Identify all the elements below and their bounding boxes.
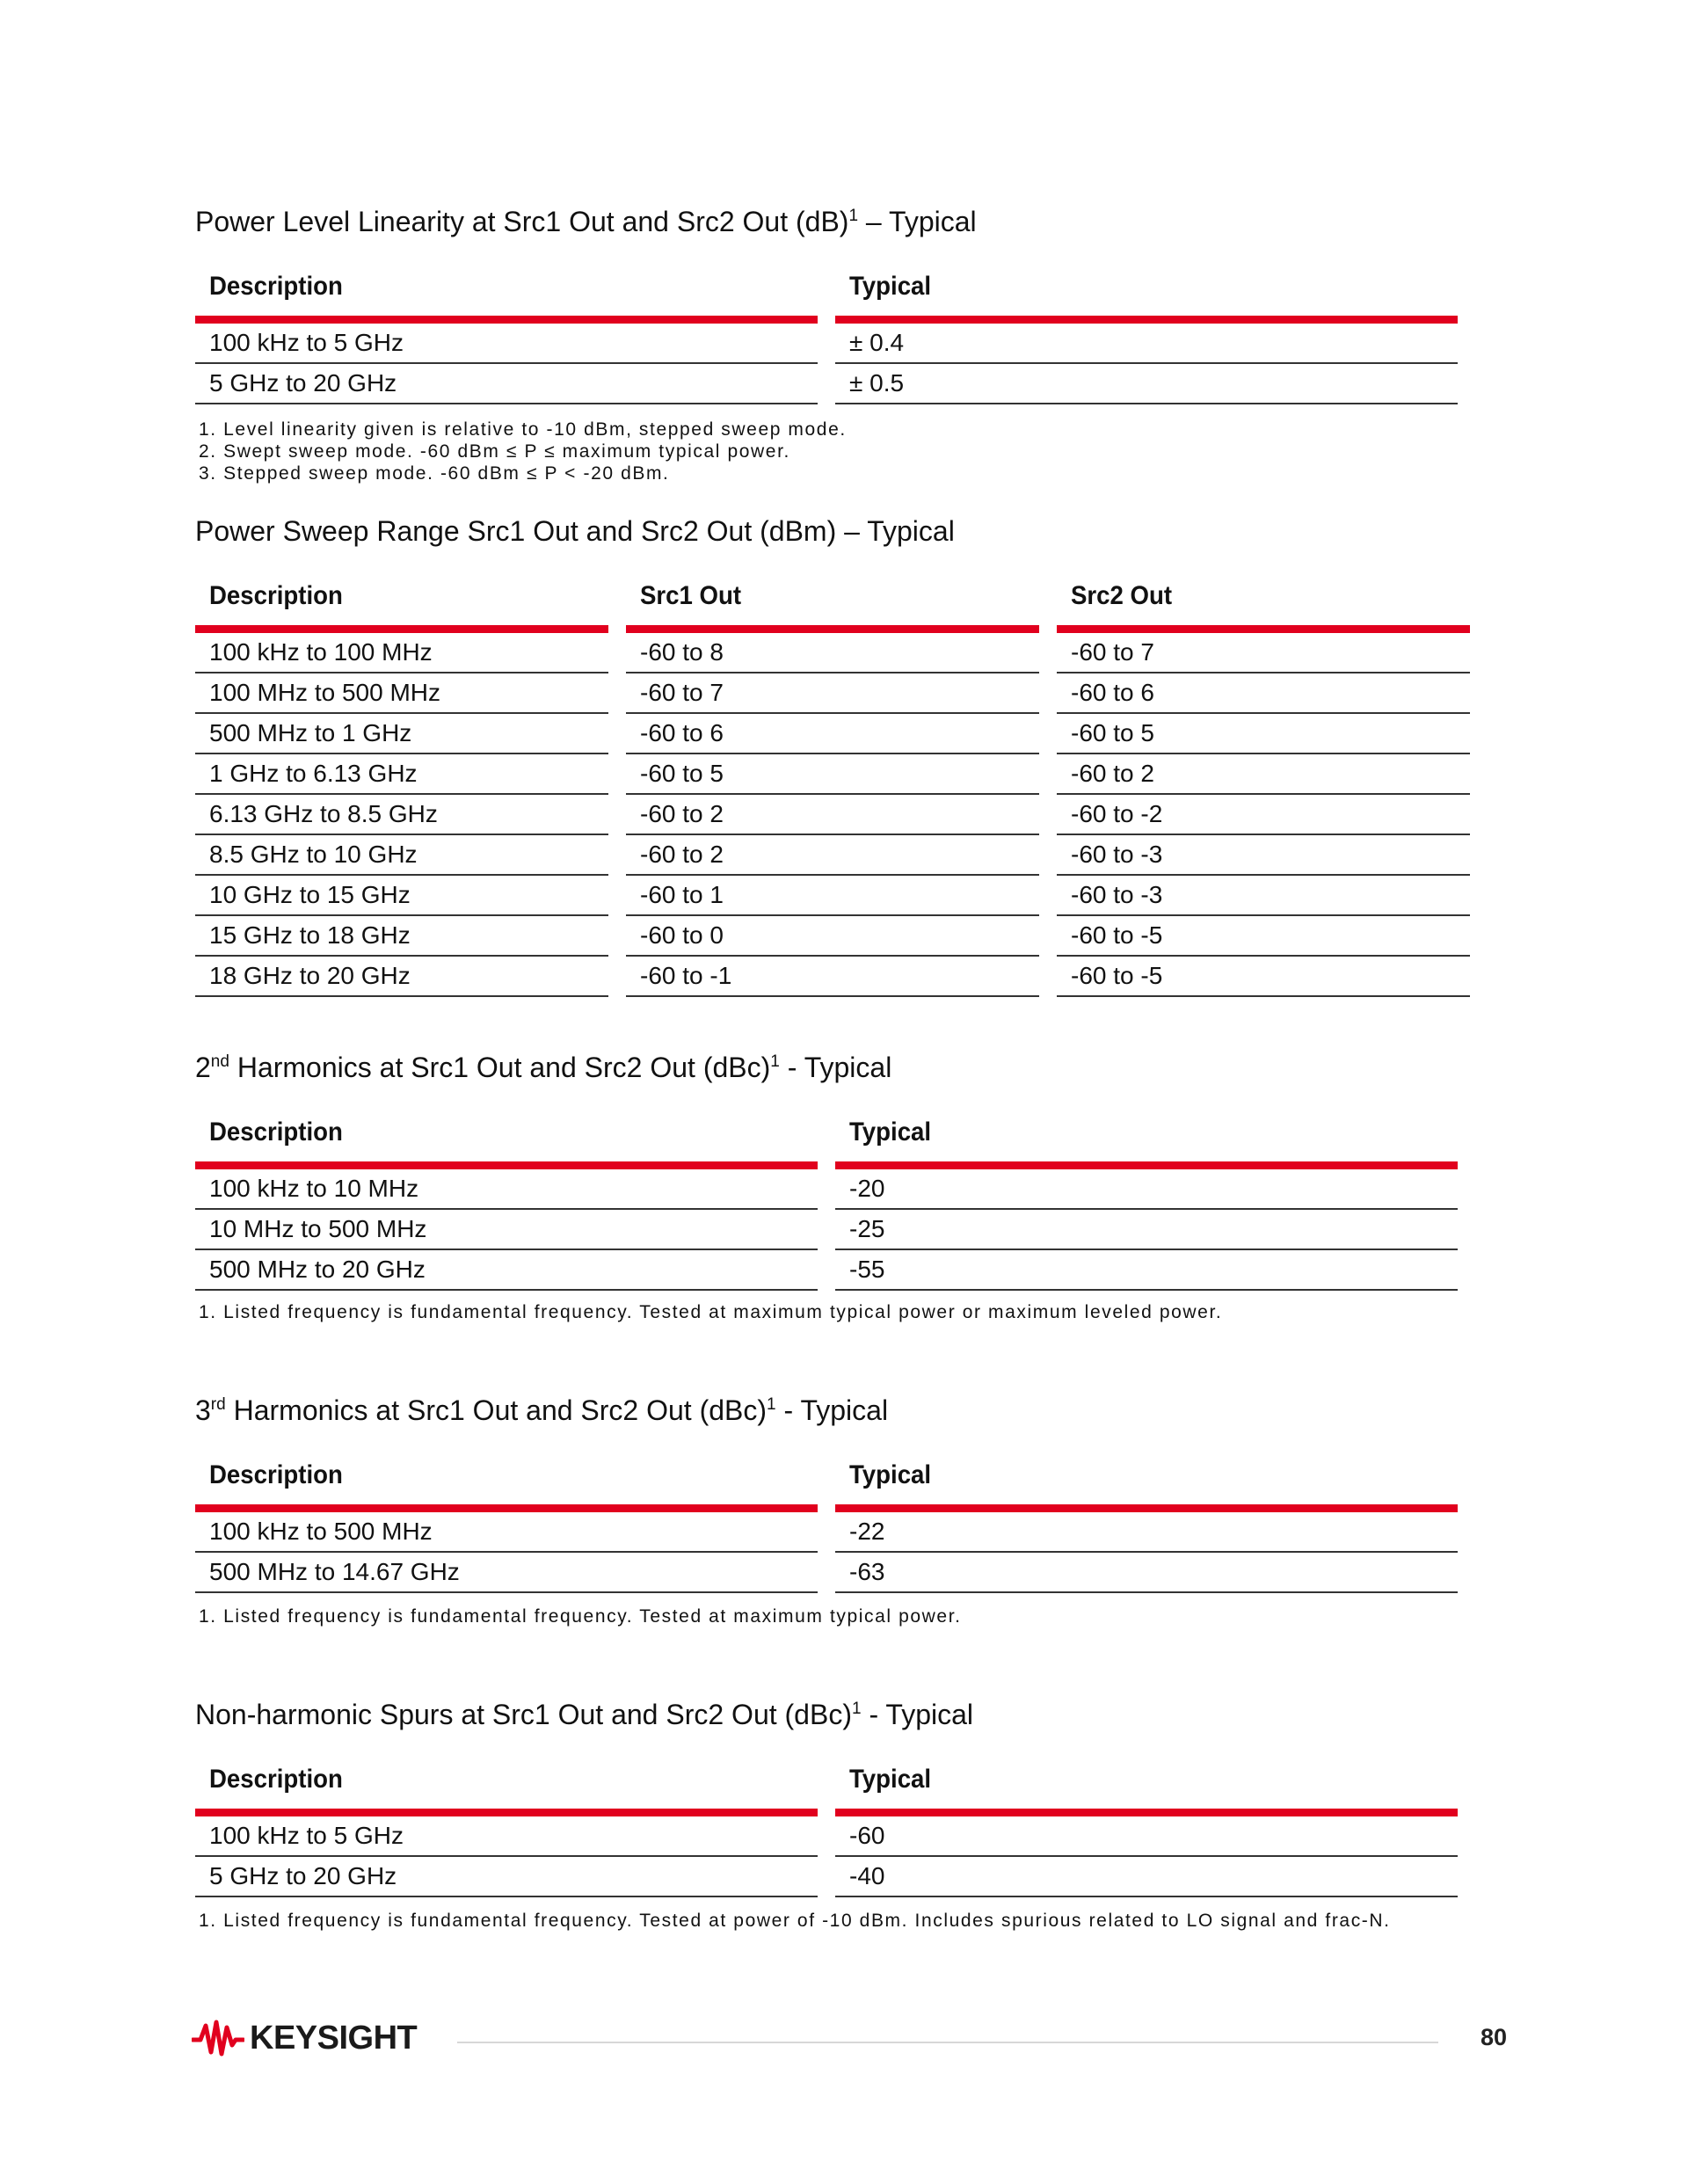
table-cell: -40 xyxy=(835,1857,1458,1897)
table-row xyxy=(195,1169,1458,1210)
column-header: Typical xyxy=(835,1751,1458,1816)
spurs-table xyxy=(178,1751,1475,1897)
section-title: 3rd Harmonics at Src1 Out and Src2 Out (dBc)$^1$ - Typical xyxy=(195,1394,889,1426)
table-row xyxy=(195,1250,1458,1291)
table-cell: -60 to -3 xyxy=(1057,835,1470,876)
table-cell: -60 to -3 xyxy=(1057,876,1470,916)
column-header: Typical xyxy=(835,1447,1458,1512)
column-header: Src1 Out xyxy=(626,568,1039,633)
footnotes xyxy=(199,1301,1222,1323)
table-cell: -60 to 2 xyxy=(626,835,1039,876)
table-cell: -60 to 0 xyxy=(626,916,1039,957)
section-power-level-linearity xyxy=(195,204,1475,404)
second-harmonics-table xyxy=(178,1104,1475,1291)
section-power-sweep-range xyxy=(195,513,1488,997)
column-header: Src2 Out xyxy=(1057,568,1470,633)
table-cell: 100 MHz to 500 MHz xyxy=(195,673,608,714)
section-title: 2nd Harmonics at Src1 Out and Src2 Out (dBc)$^1$ - Typical xyxy=(195,1052,892,1083)
footnote: 1. Listed frequency is fundamental frequency. Tested at maximum typical power or maximum leveled power. xyxy=(199,1302,1223,1322)
keysight-wave-icon xyxy=(192,2019,244,2057)
column-header: Description xyxy=(195,1447,818,1512)
keysight-logo xyxy=(192,2016,417,2060)
table-cell: ± 0.5 xyxy=(835,364,1458,404)
table-cell: -22 xyxy=(835,1512,1458,1553)
table-row xyxy=(195,1816,1458,1857)
table-cell: -60 to 5 xyxy=(1057,714,1470,754)
table-row xyxy=(195,916,1470,957)
table-cell: 6.13 GHz to 8.5 GHz xyxy=(195,795,608,835)
table-row xyxy=(195,1553,1458,1593)
table-row xyxy=(195,714,1470,754)
footer-divider xyxy=(457,2042,1438,2043)
table-row xyxy=(195,1210,1458,1250)
table-cell: -60 to 6 xyxy=(626,714,1039,754)
table-cell: -60 to 5 xyxy=(626,754,1039,795)
table-row xyxy=(195,364,1458,404)
table-cell: -60 to 2 xyxy=(626,795,1039,835)
column-header: Description xyxy=(195,1104,818,1169)
linearity-table xyxy=(178,258,1475,404)
table-row xyxy=(195,633,1470,673)
table-cell: -55 xyxy=(835,1250,1458,1291)
section-2nd-harmonics xyxy=(195,1050,1475,1291)
table-row xyxy=(195,1857,1458,1897)
table-cell: -25 xyxy=(835,1210,1458,1250)
table-cell: 100 kHz to 100 MHz xyxy=(195,633,608,673)
section-title: Power Sweep Range Src1 Out and Src2 Out (dBm) – Typical xyxy=(195,515,955,547)
footnotes xyxy=(199,1910,1391,1932)
section-non-harmonic-spurs xyxy=(195,1697,1475,1897)
table-cell: 5 GHz to 20 GHz xyxy=(195,1857,818,1897)
table-cell: -63 xyxy=(835,1553,1458,1593)
table-row xyxy=(195,754,1470,795)
table-cell: -60 to 2 xyxy=(1057,754,1470,795)
table-cell: 500 MHz to 1 GHz xyxy=(195,714,608,754)
table-cell: 15 GHz to 18 GHz xyxy=(195,916,608,957)
table-cell: 100 kHz to 5 GHz xyxy=(195,1816,818,1857)
table-cell: -20 xyxy=(835,1169,1458,1210)
table-cell: -60 to -5 xyxy=(1057,916,1470,957)
table-cell: -60 to 6 xyxy=(1057,673,1470,714)
table-cell: -60 xyxy=(835,1816,1458,1857)
table-cell: 100 kHz to 5 GHz xyxy=(195,324,818,364)
table-row xyxy=(195,324,1458,364)
table-cell: -60 to 7 xyxy=(626,673,1039,714)
table-cell: 18 GHz to 20 GHz xyxy=(195,957,608,997)
table-cell: -60 to -2 xyxy=(1057,795,1470,835)
table-cell: -60 to -1 xyxy=(626,957,1039,997)
table-cell: 500 MHz to 20 GHz xyxy=(195,1250,818,1291)
table-cell: 10 MHz to 500 MHz xyxy=(195,1210,818,1250)
table-cell: 8.5 GHz to 10 GHz xyxy=(195,835,608,876)
brand-name: KEYSIGHT xyxy=(250,2019,418,2057)
footnote: 3. Stepped sweep mode. -60 dBm ≤ P < -20 dBm. xyxy=(199,463,670,484)
table-row xyxy=(195,795,1470,835)
table-cell: 5 GHz to 20 GHz xyxy=(195,364,818,404)
footnote: 1. Level linearity given is relative to -10 dBm, stepped sweep mode. xyxy=(199,419,847,440)
footnote: 1. Listed frequency is fundamental frequency. Tested at maximum typical power. xyxy=(199,1606,962,1627)
table-row xyxy=(195,673,1470,714)
section-3rd-harmonics xyxy=(195,1393,1475,1593)
footnote: 1. Listed frequency is fundamental frequency. Tested at power of -10 dBm. Includes spurious related to LO signal and frac-N. xyxy=(199,1911,1391,1931)
third-harmonics-table xyxy=(178,1447,1475,1593)
column-header: Description xyxy=(195,258,818,324)
column-header: Typical xyxy=(835,1104,1458,1169)
footnote: 2. Swept sweep mode. -60 dBm ≤ P ≤ maximum typical power. xyxy=(199,441,790,462)
column-header: Description xyxy=(195,1751,818,1816)
table-cell: 100 kHz to 500 MHz xyxy=(195,1512,818,1553)
table-cell: 1 GHz to 6.13 GHz xyxy=(195,754,608,795)
section-title: Non-harmonic Spurs at Src1 Out and Src2 Out (dBc)$^1$ - Typical xyxy=(195,1699,973,1730)
page-number: 80 xyxy=(1481,2024,1508,2050)
sweep-range-table xyxy=(178,568,1488,997)
table-cell: 100 kHz to 10 MHz xyxy=(195,1169,818,1210)
table-cell: -60 to 7 xyxy=(1057,633,1470,673)
table-row xyxy=(195,835,1470,876)
footnotes xyxy=(199,1605,962,1627)
table-cell: 500 MHz to 14.67 GHz xyxy=(195,1553,818,1593)
table-cell: 10 GHz to 15 GHz xyxy=(195,876,608,916)
column-header: Description xyxy=(195,568,608,633)
table-row xyxy=(195,1512,1458,1553)
section-title: Power Level Linearity at Src1 Out and Src2 Out (dB)$^1$ – Typical xyxy=(195,206,977,237)
table-row xyxy=(195,876,1470,916)
footnotes xyxy=(199,419,847,484)
table-cell: -60 to -5 xyxy=(1057,957,1470,997)
table-cell: -60 to 8 xyxy=(626,633,1039,673)
table-cell: -60 to 1 xyxy=(626,876,1039,916)
column-header: Typical xyxy=(835,258,1458,324)
table-row xyxy=(195,957,1470,997)
table-cell: ± 0.4 xyxy=(835,324,1458,364)
